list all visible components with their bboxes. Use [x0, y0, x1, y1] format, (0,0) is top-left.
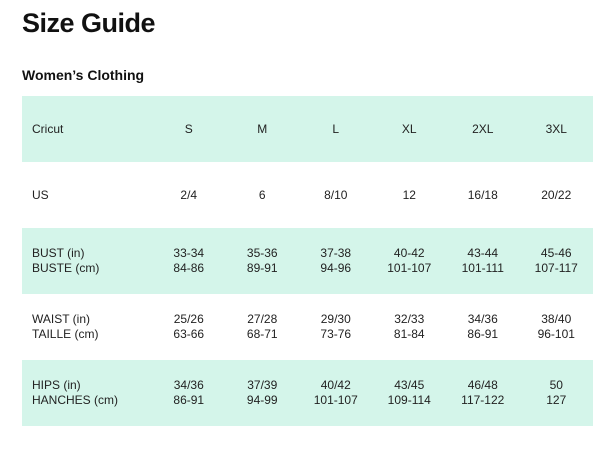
cell-value: 46/48: [467, 378, 498, 392]
cell-value: 101-111: [461, 261, 504, 275]
cell-value: 107-117: [534, 261, 578, 275]
cell-value: 89-91: [246, 261, 278, 275]
cell-value: 37/39: [247, 378, 278, 392]
row-label: [22, 188, 152, 203]
cell-value: 20/22: [541, 187, 572, 202]
table-cell: [373, 246, 447, 276]
table-cell: [373, 378, 447, 408]
row-label: [22, 246, 152, 276]
section-subtitle: Women’s Clothing: [22, 67, 145, 83]
table-cell: [226, 188, 300, 203]
table-cell: [520, 378, 594, 408]
row-label-line: WAIST (in): [32, 312, 91, 326]
cell-value: 117-122: [461, 393, 505, 407]
table-cell: [152, 246, 226, 276]
table-cell: [226, 378, 300, 408]
table-cell: [520, 312, 594, 342]
cell-value: 43/45: [394, 378, 425, 392]
row-label-line: HIPS (in): [32, 378, 81, 392]
header-size-xl: XL: [401, 121, 417, 136]
table-cell: [520, 246, 594, 276]
table-cell: [299, 188, 373, 203]
table-cell: [299, 312, 373, 342]
cell-value: 34/36: [467, 312, 498, 326]
cell-value: 84-86: [173, 261, 205, 275]
cell-value: 12: [402, 187, 416, 202]
cell-value: 101-107: [313, 393, 358, 407]
table-row-waist: [22, 294, 593, 360]
table-row-us: [22, 162, 593, 228]
table-cell: [299, 378, 373, 408]
cell-value: 40/42: [320, 378, 351, 392]
cell-value: 86-91: [173, 393, 205, 407]
cell-value: 35-36: [246, 246, 278, 260]
cell-value: 25/26: [173, 312, 204, 326]
cell-value: 43-44: [467, 246, 499, 260]
table-row-bust: [22, 228, 593, 294]
table-cell: [226, 246, 300, 276]
table-cell: [373, 312, 447, 342]
cell-value: 127: [546, 393, 567, 407]
cell-value: 27/28: [247, 312, 278, 326]
cell-value: 94-99: [246, 393, 278, 407]
table-cell: [520, 188, 594, 203]
cell-value: 96-101: [537, 327, 575, 341]
cell-value: 63-66: [173, 327, 205, 341]
header-size-3xl: 3XL: [545, 121, 567, 136]
table-cell: [152, 312, 226, 342]
row-label-line: BUST (in): [32, 246, 85, 260]
cell-value: 81-84: [393, 327, 425, 341]
row-label: [22, 378, 152, 408]
header-label: Cricut: [32, 121, 64, 136]
row-label-line: HANCHES (cm): [32, 393, 118, 407]
table-cell: [152, 378, 226, 408]
cell-value: 8/10: [324, 187, 348, 202]
cell-value: 101-107: [387, 261, 432, 275]
cell-value: 40-42: [393, 246, 425, 260]
table-cell: [446, 188, 520, 203]
cell-value: 94-96: [320, 261, 352, 275]
table-cell: [373, 188, 447, 203]
cell-value: 50: [549, 378, 563, 392]
table-cell: [446, 312, 520, 342]
cell-value: 2/4: [180, 187, 198, 202]
cell-value: 34/36: [173, 378, 204, 392]
cell-value: 6: [258, 187, 266, 202]
table-header-row: [22, 96, 593, 162]
cell-value: 29/30: [320, 312, 351, 326]
cell-value: 109-114: [387, 393, 431, 407]
cell-value: 32/33: [394, 312, 425, 326]
row-label: [22, 312, 152, 342]
table-cell: [152, 188, 226, 203]
cell-value: 33-34: [173, 246, 205, 260]
table-cell: [446, 378, 520, 408]
row-label-line: US: [32, 187, 49, 202]
size-table: [22, 96, 593, 426]
table-cell: [299, 246, 373, 276]
row-label-line: TAILLE (cm): [32, 327, 99, 341]
cell-value: 86-91: [467, 327, 499, 341]
cell-value: 68-71: [246, 327, 278, 341]
header-size-2xl: 2XL: [472, 121, 494, 136]
cell-value: 37-38: [320, 246, 352, 260]
header-size-s: S: [184, 121, 193, 136]
cell-value: 16/18: [467, 187, 498, 202]
cell-value: 45-46: [540, 246, 572, 260]
cell-value: 38/40: [541, 312, 572, 326]
page-title: Size Guide: [22, 8, 156, 38]
cell-value: 73-76: [320, 327, 352, 341]
header-size-m: M: [257, 121, 268, 136]
table-cell: [446, 246, 520, 276]
header-size-l: L: [332, 121, 340, 136]
row-label-line: BUSTE (cm): [32, 261, 100, 275]
table-row-hips: [22, 360, 593, 426]
table-cell: [226, 312, 300, 342]
